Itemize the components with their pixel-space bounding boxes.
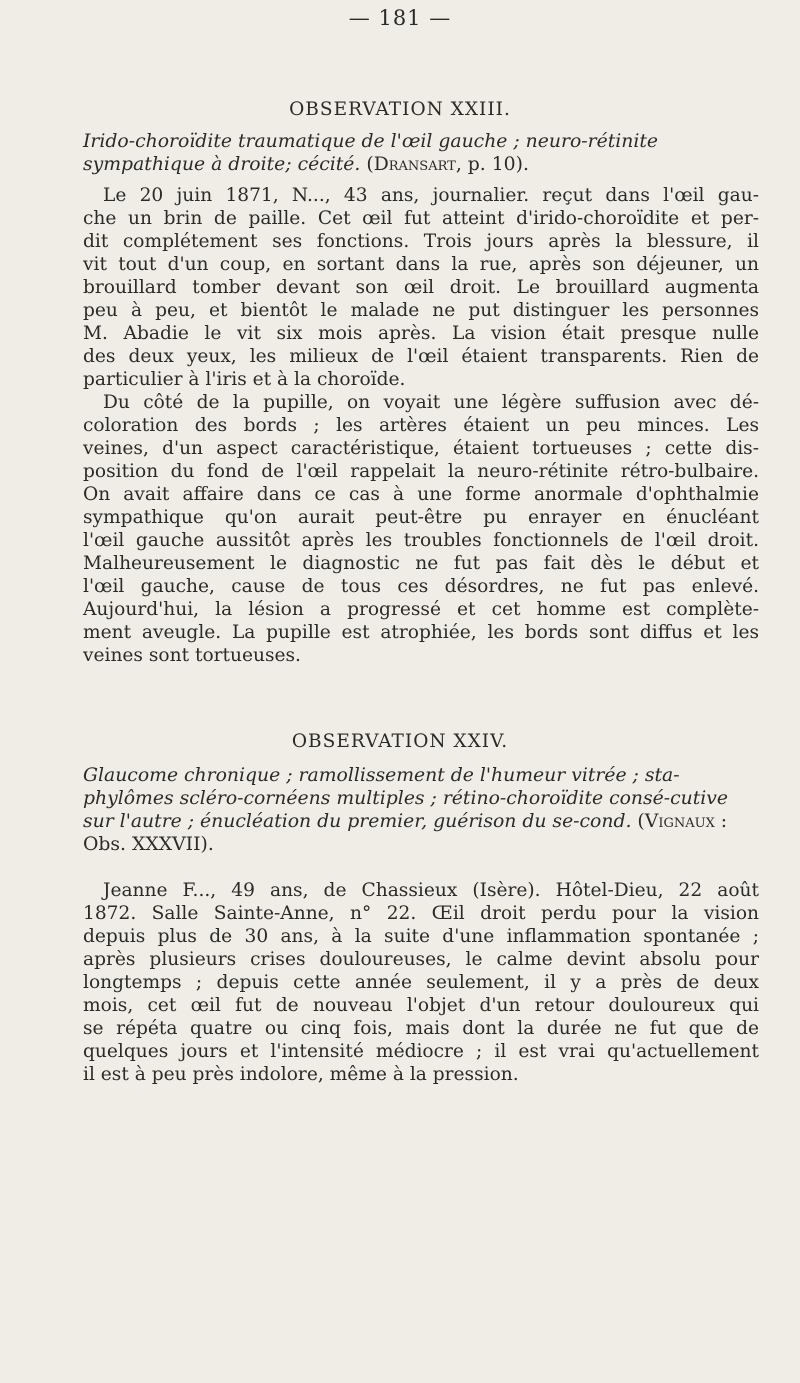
- source-author: Dransart: [373, 154, 456, 175]
- text-line: On avait affaire dans ce cas à une forme anormale d'ophthalmie: [83, 484, 759, 505]
- text-line: Le 20 juin 1871, N..., 43 ans, journalier. reçut dans l'œil gau-: [103, 185, 759, 206]
- text-line: Du côté de la pupille, on voyait une légère suffusion avec dé-: [103, 392, 759, 413]
- observation-subtitle: [83, 130, 759, 176]
- text-line: position du fond de l'œil rappelait la neuro-rétinite rétro-bulbaire.: [83, 461, 759, 482]
- text-line: longtemps ; depuis cette année seulement, il y a près de deux: [83, 972, 759, 993]
- text-line: peu à peu, et bientôt le malade ne put distinguer les personnes: [83, 300, 759, 321]
- text-line: particulier à l'iris et à la choroïde.: [83, 369, 406, 390]
- source-reference: : Obs. XXXVII).: [83, 811, 728, 855]
- text-line: sympathique qu'on aurait peut-être pu enrayer en énucléant: [83, 507, 759, 528]
- text-line: l'œil gauche aussitôt après les troubles fonctionnels de l'œil droit.: [83, 530, 759, 551]
- subtitle-text: Irido-choroïdite traumatique de l'œil gauche ; neuro-rétinite sympathique à droite; cécité.: [83, 131, 659, 175]
- text-line: depuis plus de 30 ans, à la suite d'une inflammation spontanée ;: [83, 926, 759, 947]
- source-author: Vignaux: [644, 811, 715, 832]
- observation-subtitle: [83, 764, 759, 856]
- text-line: che un brin de paille. Cet œil fut atteint d'irido-choroïdite et per-: [83, 208, 759, 229]
- text-line: des deux yeux, les milieux de l'œil étaient transparents. Rien de: [83, 346, 759, 367]
- text-line: veines, d'un aspect caractéristique, étaient tortueuses ; cette dis-: [83, 438, 759, 459]
- subtitle-text: Glaucome chronique ; ramollissement de l'humeur vitrée ; sta-phylômes scléro-cornéens multiples ; rétino-choroïdite consé-cutive sur l'autre ; énucléation du premier, guérison du se-cond.: [83, 765, 729, 832]
- source-reference: , p. 10).: [455, 154, 529, 175]
- text-line: se répéta quatre ou cinq fois, mais dont la durée ne fut que de: [83, 1018, 759, 1039]
- text-line: veines sont tortueuses.: [83, 645, 301, 666]
- text-line: mois, cet œil fut de nouveau l'objet d'un retour douloureux qui: [83, 995, 759, 1016]
- text-line: Aujourd'hui, la lésion a progressé et cet homme est complète-: [83, 599, 759, 620]
- observation-heading: OBSERVATION XXIV.: [291, 731, 509, 752]
- observation-heading: OBSERVATION XXIII.: [289, 99, 511, 120]
- text-line: ment aveugle. La pupille est atrophiée, les bords sont diffus et les: [83, 622, 759, 643]
- text-line: dit complétement ses fonctions. Trois jours après la blessure, il: [83, 231, 759, 252]
- text-line: M. Abadie le vit six mois après. La vision était presque nulle: [83, 323, 759, 344]
- text-line: Jeanne F..., 49 ans, de Chassieux (Isère). Hôtel-Dieu, 22 août: [103, 880, 759, 901]
- source-open: (: [360, 154, 374, 175]
- text-line: après plusieurs crises douloureuses, le calme devint absolu pour: [83, 949, 759, 970]
- text-line: vit tout d'un coup, en sortant dans la rue, après son déjeuner, un: [83, 254, 759, 275]
- text-line: coloration des bords ; les artères étaient un peu minces. Les: [83, 415, 759, 436]
- text-line: brouillard tomber devant son œil droit. Le brouillard augmenta: [83, 277, 759, 298]
- text-line: Malheureusement le diagnostic ne fut pas fait dès le début et: [83, 553, 759, 574]
- text-line: quelques jours et l'intensité médiocre ; il est vrai qu'actuellement: [83, 1041, 759, 1062]
- text-line: 1872. Salle Sainte-Anne, n° 22. Œil droit perdu pour la vision: [83, 903, 759, 924]
- text-line: l'œil gauche, cause de tous ces désordres, ne fut pas enlevé.: [83, 576, 759, 597]
- text-line: il est à peu près indolore, même à la pression.: [83, 1064, 519, 1085]
- page-number: — 181 —: [348, 6, 452, 30]
- source-open: (: [631, 811, 645, 832]
